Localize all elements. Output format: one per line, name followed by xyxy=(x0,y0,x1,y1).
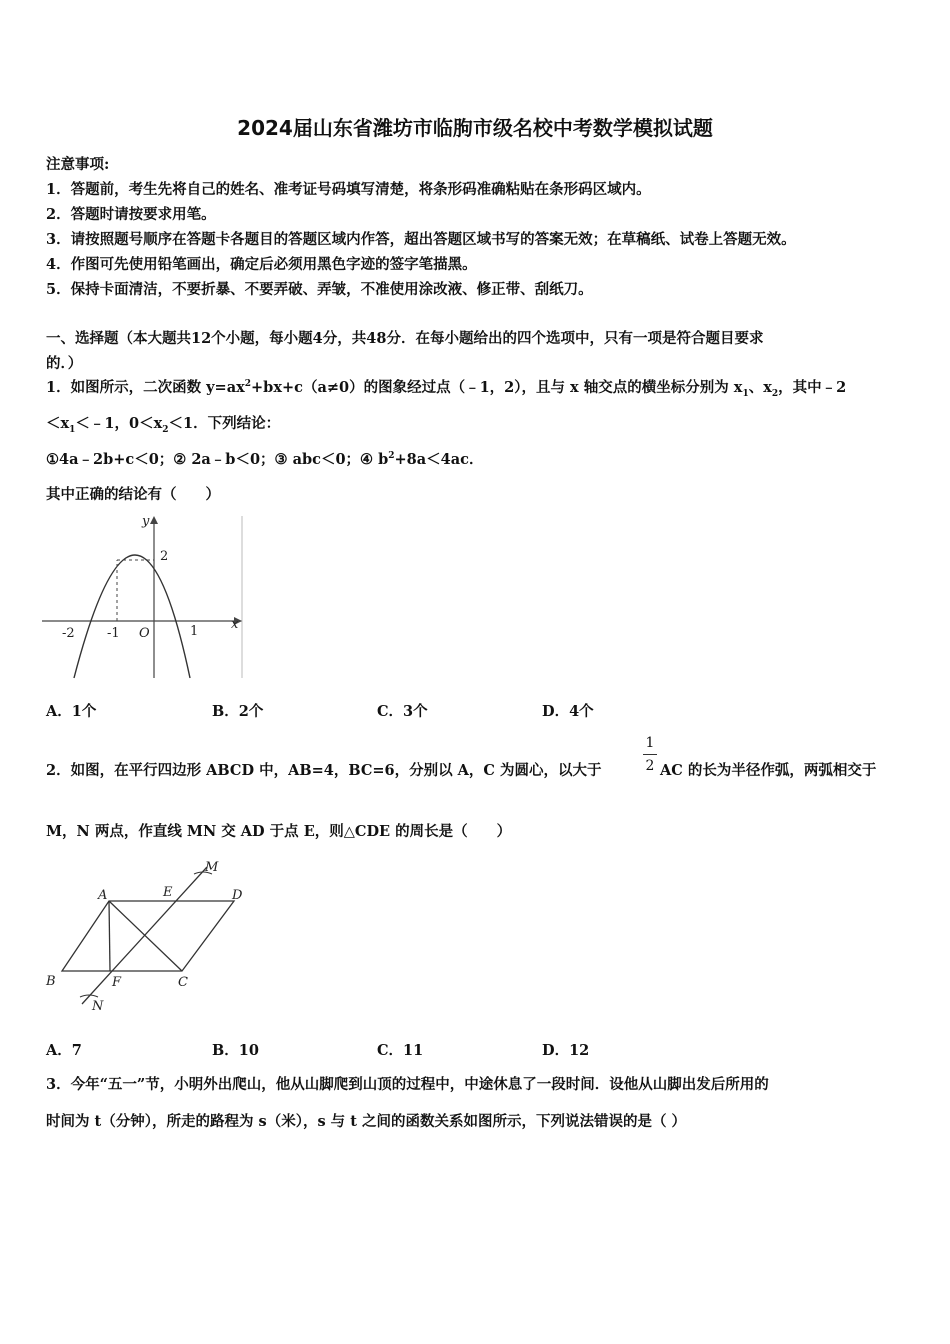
y-label: y xyxy=(142,514,150,529)
q1-parabola-graph xyxy=(42,510,252,682)
tick-neg2-label: -2 xyxy=(62,626,75,641)
q2-line2: M，N 两点，作直线 MN 交 AD 于点 E，则△CDE 的周长是（ ） xyxy=(46,823,512,840)
x-label: x xyxy=(231,617,239,632)
fraction-bar xyxy=(643,754,657,755)
q1-option-d: D．4个 xyxy=(542,703,594,720)
q1-option-b: B．2个 xyxy=(212,703,264,720)
parabola-curve xyxy=(74,555,190,678)
label-b: B xyxy=(46,974,56,989)
segment-ac xyxy=(109,901,182,971)
q2-option-c: C．11 xyxy=(377,1042,424,1059)
fraction-denominator: 2 xyxy=(645,758,655,774)
tick-1-label: 1 xyxy=(190,624,199,639)
tick-2-label: 2 xyxy=(160,549,169,564)
q1-line1: 1．如图所示，二次函数 $y=ax^2+bx+c(a\ne 0)$的图象经过点（﹣1，2），且与 x 轴交点的横坐标分别为 $x_1$、$x_2$，其中﹣2 xyxy=(46,379,847,399)
y-axis-arrow xyxy=(150,516,158,524)
label-c: C xyxy=(178,975,188,990)
fraction-numerator: 1 xyxy=(645,735,655,751)
q2-option-a: A．7 xyxy=(46,1042,82,1059)
origin-label: O xyxy=(139,626,150,641)
section-heading: 一、选择题（本大题共12个小题，每小题4分，共48分．在每小题给出的四个选项中，只有一项是符合题目要求 xyxy=(46,330,764,347)
notes-heading: 注意事项: xyxy=(46,156,110,173)
label-m: M xyxy=(205,860,219,875)
q3-line2: 时间为 t（分钟），所走的路程为 s（米），s 与 t 之间的函数关系如图所示，下列说法错误的是（ ） xyxy=(46,1113,687,1130)
parallelogram-abcd xyxy=(62,901,234,971)
note-item: 3．请按照题号顺序在答题卡各题目的答题区域内作答，超出答题区域书写的答案无效；在草稿纸、试卷上答题无效。 xyxy=(46,231,796,248)
q2-option-d: D．12 xyxy=(542,1042,590,1059)
q3-line1: 3．今年“五一”节，小明外出爬山，他从山脚爬到山顶的过程中，中途休息了一段时间．设他从山脚出发后所用的 xyxy=(46,1076,769,1093)
note-item: 5．保持卡面清洁，不要折暴、不要弄破、弄皱，不准使用涂改液、修正带、刮纸刀。 xyxy=(46,281,593,298)
page-title: 2024届山东省潍坊市临朐市级名校中考数学模拟试题 xyxy=(237,116,713,140)
note-item: 1．答题前，考生先将自己的姓名、准考证号码填写清楚，将条形码准确粘贴在条形码区域内。 xyxy=(46,181,651,198)
label-e: E xyxy=(163,885,173,900)
fraction-one-half xyxy=(643,735,657,774)
q1-line2: $<x_1<﹣1$，$0<x_2<1$．下列结论： xyxy=(46,415,281,435)
label-f: F xyxy=(112,975,122,990)
q1-option-c: C．3个 xyxy=(377,703,428,720)
label-a: A xyxy=(98,888,108,903)
tick-neg1-label: -1 xyxy=(107,626,120,641)
section-heading-cont: 的．） xyxy=(46,355,83,372)
label-n: N xyxy=(92,999,104,1014)
q2-option-b: B．10 xyxy=(212,1042,259,1059)
segment-af xyxy=(109,901,110,971)
q1-line4: 其中正确的结论有（ ） xyxy=(46,486,220,503)
q2-line1a: 2．如图，在平行四边形 ABCD 中，AB=4，BC=6，分别以 A，C 为圆心，以大于 xyxy=(46,762,602,779)
q1-option-a: A．1个 xyxy=(46,703,97,720)
note-item: 4．作图可先使用铅笔画出，确定后必须用黑色字迹的签字笔描黑。 xyxy=(46,256,477,273)
q1-line3: ①4a﹣2b+c＜0；② 2a﹣b＜0；③ abc＜0；④ $b^2+8a<4ac$． xyxy=(46,451,484,468)
q2-parallelogram-figure xyxy=(42,852,257,1020)
label-d: D xyxy=(232,888,243,903)
note-item: 2．答题时请按要求用笔。 xyxy=(46,206,216,223)
q2-line1b: AC 的长为半径作弧，两弧相交于 xyxy=(660,762,877,779)
